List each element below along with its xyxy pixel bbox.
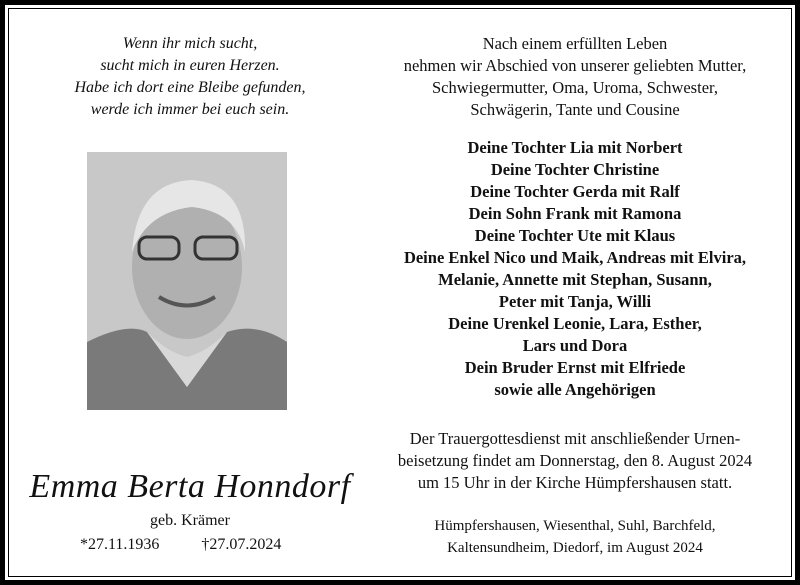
poem-line: Wenn ihr mich sucht, [122, 35, 258, 52]
maiden-name: geb. Krämer [150, 512, 230, 529]
family-line: Melanie, Annette mit Stephan, Susann, [438, 270, 712, 289]
family-line: sowie alle Angehörigen [494, 380, 656, 399]
intro-line: Schwiegermutter, Oma, Uroma, Schwester, [432, 78, 718, 97]
service-line: um 15 Uhr in der Kirche Hümpfershausen statt. [417, 473, 733, 492]
death-date: †27.07.2024 [201, 536, 282, 553]
family-line: Dein Bruder Ernst mit Elfriede [464, 358, 686, 377]
life-dates [80, 536, 281, 554]
family-line: Deine Tochter Christine [490, 160, 660, 179]
family-line: Dein Sohn Frank mit Ramona [468, 204, 682, 223]
places-date [365, 515, 785, 559]
places-line: Hümpfershausen, Wiesenthal, Suhl, Barchfeld, [434, 518, 716, 534]
family-line: Deine Tochter Ute mit Klaus [474, 226, 676, 245]
family-line: Deine Tochter Lia mit Norbert [467, 138, 683, 157]
family-line: Deine Urenkel Leonie, Lara, Esther, [448, 314, 702, 333]
birth-date: *27.11.1936 [80, 536, 160, 553]
poem-line: werde ich immer bei euch sein. [90, 101, 290, 118]
poem [30, 33, 350, 121]
poem-line: Habe ich dort eine Bleibe gefunden, [74, 79, 306, 96]
family-line: Peter mit Tanja, Willi [498, 292, 652, 311]
intro-text [365, 33, 785, 121]
family-line: Deine Enkel Nico und Maik, Andreas mit Elvira, [403, 248, 747, 267]
intro-line: Schwägerin, Tante und Cousine [470, 100, 680, 119]
portrait-photo [87, 152, 287, 410]
places-line: Kaltensundheim, Diedorf, im August 2024 [447, 540, 703, 556]
service-line: beisetzung findet am Donnerstag, den 8. August 2024 [397, 451, 753, 470]
service-line: Der Trauergottesdienst mit anschließender Urnen- [409, 429, 741, 448]
poem-line: sucht mich in euren Herzen. [100, 57, 280, 74]
intro-line: Nach einem erfüllten Leben [482, 34, 668, 53]
family-line: Lars und Dora [522, 336, 628, 355]
family-line: Deine Tochter Gerda mit Ralf [470, 182, 680, 201]
service-info [365, 428, 785, 494]
intro-line: nehmen wir Abschied von unserer geliebten Mutter, [403, 56, 747, 75]
deceased-name: Emma Berta Honndorf [29, 468, 351, 505]
family-list [365, 137, 785, 401]
